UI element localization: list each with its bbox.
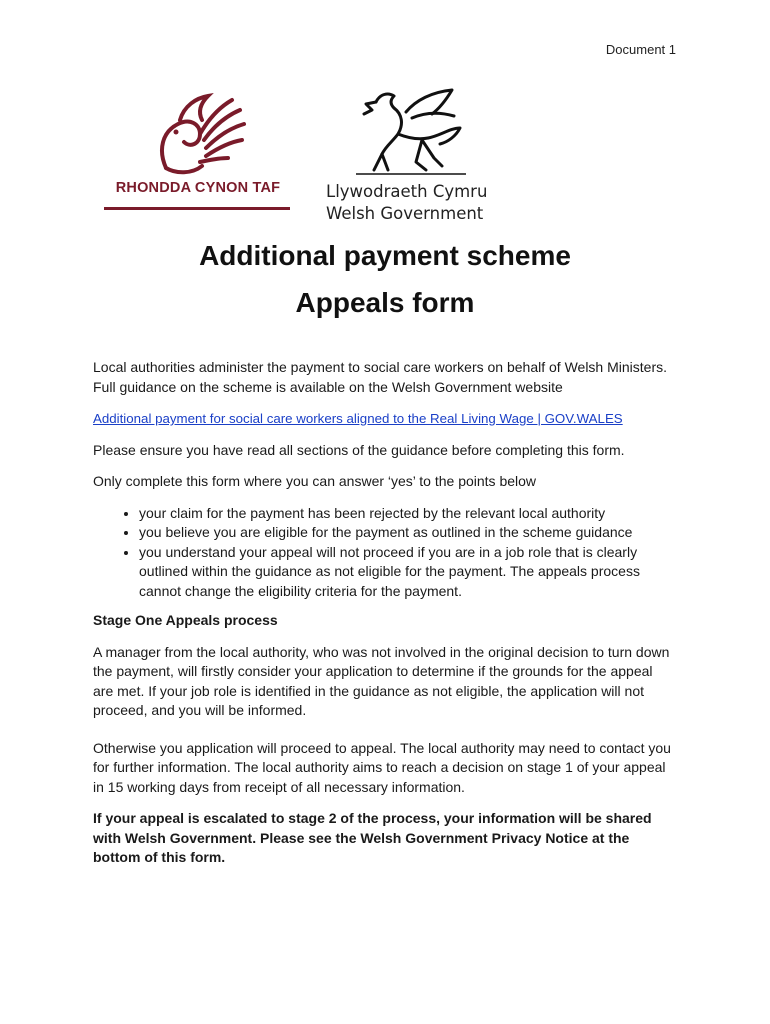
welsh-dragon-icon	[336, 82, 476, 178]
list-item: • your claim for the payment has been rejected by the relevant local authority	[139, 504, 673, 524]
guidance-link[interactable]: Additional payment for social care workers aligned to the Real Living Wage | GOV.WALES	[93, 411, 623, 426]
document-label: Document 1	[605, 42, 676, 57]
welsh-government-logo-english-text: Welsh Government	[326, 204, 484, 223]
rct-logo-underline	[104, 207, 290, 210]
rhondda-cynon-taf-logo	[96, 90, 296, 210]
rct-dragon-icon	[96, 90, 296, 180]
list-item: • you understand your appeal will not proceed if you are in a job role that is clearly outlined within the guidance as not eligible for the payment. The appeals process cannot change the eligibility criteria for the payment.	[139, 543, 673, 602]
stage-one-heading: Stage One Appeals process	[93, 612, 278, 628]
guidance-link-paragraph	[93, 409, 673, 429]
list-item: • you believe you are eligible for the payment as outlined in the scheme guidance	[139, 523, 673, 543]
page-subtitle: Appeals form	[295, 287, 475, 318]
escalation-notice: If your appeal is escalated to stage 2 of the process, your information will be shared with Welsh Government. Please see the Welsh Government Privacy Notice at the bottom of this form.	[93, 810, 652, 865]
welsh-government-logo-welsh-text: Llywodraeth Cymru	[326, 182, 488, 201]
welsh-government-logo	[326, 82, 486, 232]
only-complete-paragraph: Only complete this form where you can answer ‘yes’ to the points below	[93, 473, 537, 489]
eligibility-list	[93, 504, 673, 602]
document-body	[93, 358, 673, 880]
rct-logo-text: RHONDDA CYNON TAF	[115, 180, 281, 196]
logo-banner	[0, 82, 770, 232]
ensure-paragraph: Please ensure you have read all sections of the guidance before completing this form.	[93, 441, 625, 458]
intro-paragraph: Local authorities administer the payment to social care workers on behalf of Welsh Ministers. Full guidance on the scheme is available on the Welsh Government website	[93, 359, 668, 395]
stage-one-paragraph-2: Otherwise you application will proceed to appeal. The local authority may need to contact you for further information. The local authority aims to reach a decision on stage 1 of your appeal in 15 working days from receipt of all necessary information.	[93, 739, 671, 795]
stage-one-paragraph-1: A manager from the local authority, who was not involved in the original decision to turn down the payment, will firstly consider your application to determine if the grounds for the appeal are met. If your job role is identified in the guidance as not eligible, the application will not proceed, and you will be informed.	[93, 643, 670, 718]
page-title: Additional payment scheme	[199, 240, 571, 271]
